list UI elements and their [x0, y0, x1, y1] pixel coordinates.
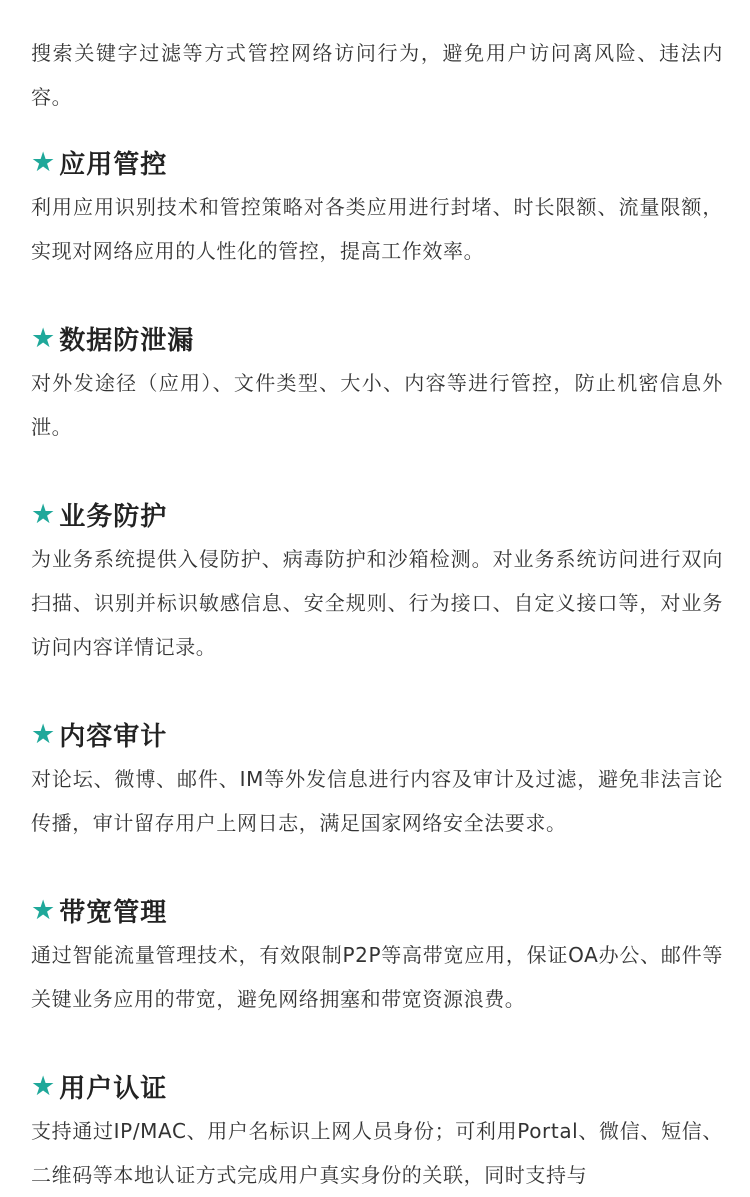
feature-section-business-protection	[31, 494, 723, 669]
feature-description: 为业务系统提供入侵防护、病毒防护和沙箱检测。对业务系统访问进行双向扫描、识别并标识敏感信息、安全规则、行为接口、自定义接口等，对业务访问内容详情记录。	[31, 547, 723, 659]
feature-section-content-audit	[31, 714, 723, 845]
feature-section-user-authentication	[31, 1066, 723, 1197]
feature-description: 对外发途径（应用）、文件类型、大小、内容等进行管控，防止机密信息外泄。	[31, 371, 723, 439]
feature-title	[31, 714, 723, 754]
feature-description: 利用应用识别技术和管控策略对各类应用进行封堵、时长限额、流量限额，实现对网络应用的人性化的管控，提高工作效率。	[31, 195, 723, 263]
feature-section-bandwidth-management	[31, 890, 723, 1021]
feature-title-text: 用户认证	[59, 1073, 168, 1104]
feature-title-text: 业务防护	[59, 501, 168, 532]
star-icon: ★	[31, 322, 57, 354]
star-icon: ★	[31, 498, 57, 530]
feature-description: 对论坛、微博、邮件、IM等外发信息进行内容及审计及过滤，避免非法言论传播，审计留存用户上网日志，满足国家网络安全法要求。	[31, 767, 723, 835]
star-icon: ★	[31, 894, 57, 926]
feature-title-text: 应用管控	[59, 149, 168, 180]
feature-section-data-leak-prevention	[31, 318, 723, 449]
feature-title-text: 带宽管理	[59, 897, 168, 928]
feature-title	[31, 1066, 723, 1106]
star-icon: ★	[31, 718, 57, 750]
feature-title-text: 数据防泄漏	[59, 325, 195, 356]
feature-title	[31, 890, 723, 930]
feature-section-app-control	[31, 142, 723, 273]
feature-description: 支持通过IP/MAC、用户名标识上网人员身份；可利用Portal、微信、短信、二维码等本地认证方式完成用户真实身份的关联，同时支持与	[31, 1119, 723, 1187]
star-icon: ★	[31, 146, 57, 178]
feature-title-text: 内容审计	[59, 721, 168, 752]
star-icon: ★	[31, 1070, 57, 1102]
intro-paragraph: 搜索关键字过滤等方式管控网络访问行为，避免用户访问离风险、违法内容。	[31, 41, 723, 109]
feature-title	[31, 318, 723, 358]
feature-title	[31, 142, 723, 182]
feature-description: 通过智能流量管理技术，有效限制P2P等高带宽应用，保证OA办公、邮件等关键业务应用的带宽，避免网络拥塞和带宽资源浪费。	[31, 943, 723, 1011]
feature-title	[31, 494, 723, 534]
